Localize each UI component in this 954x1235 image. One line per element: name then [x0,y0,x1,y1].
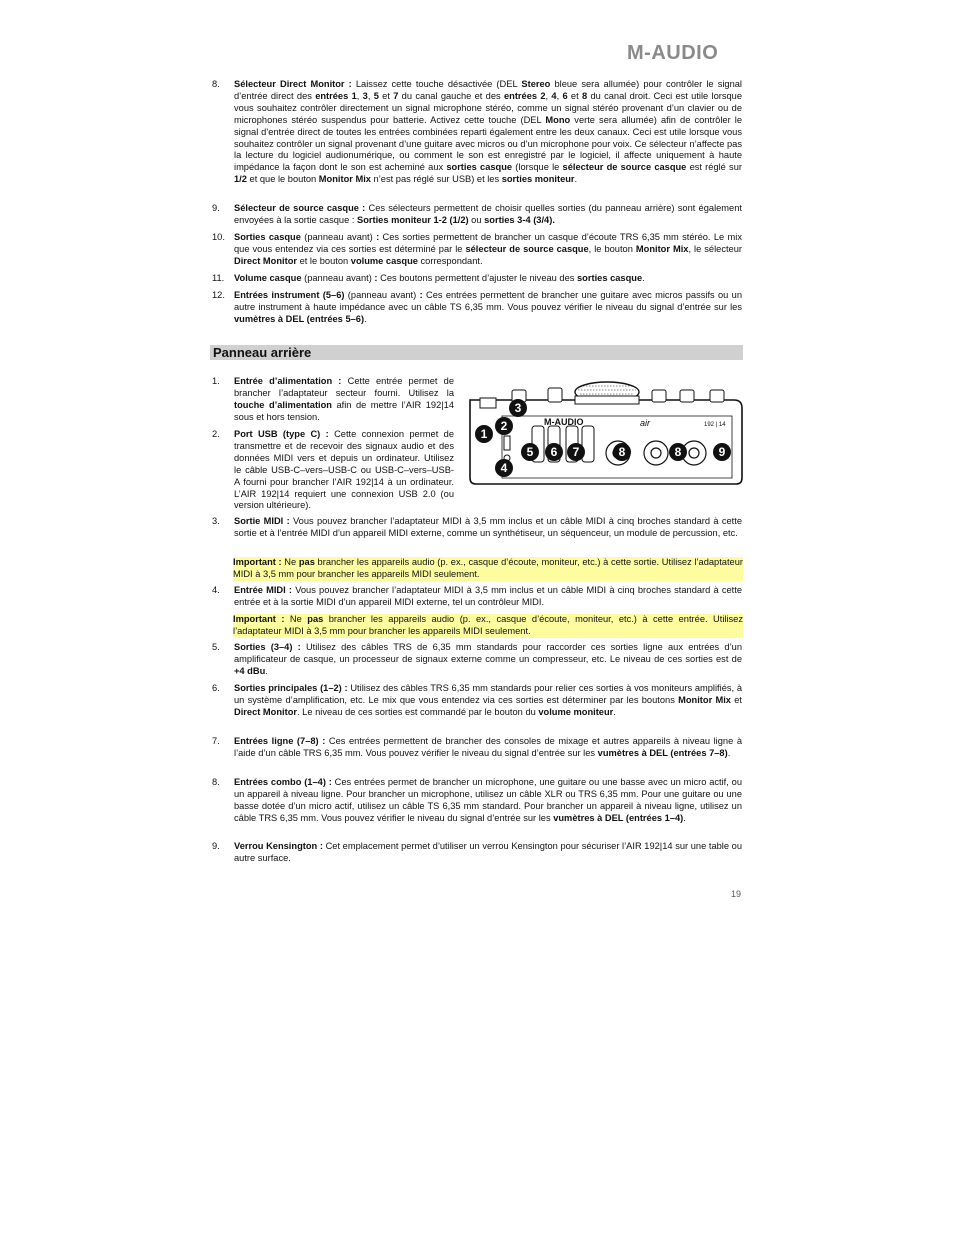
item-top-8 [212,79,742,186]
brand-logo [627,40,745,64]
item-text: Sortie MIDI : Vous pouvez brancher l’adaptateur MIDI à 3,5 mm inclus et un câble MIDI à cinq broches standard à cette sortie et à l’entrée MIDI d’un appareil MIDI externe, comme un synthétiseur, un séquenceur, un module de percussion, etc. [234,516,742,538]
item-number: 8. [212,79,220,89]
item-rear-5 [212,642,742,678]
item-text: Sélecteur de source casque : Ces sélecteurs permettent de choisir quelles sorties (du panneau arrière) sont également envoyées à la sortie casque : Sorties moniteur 1-2 (1/2) ou sorties 3-4 (3/4). [234,203,742,225]
item-top-12 [212,290,742,326]
callout-3 [509,399,527,417]
section-header [210,345,743,360]
callout-7 [567,443,585,461]
big-volume-knob [575,382,639,404]
item-number: 5. [212,642,220,652]
item-text: Volume casque (panneau avant) : Ces boutons permettent d’ajuster le niveau des sorties casque. [234,273,645,283]
item-text: Entrée d’alimentation : Cette entrée permet de brancher l’adaptateur secteur fourni. Utilisez la touche d’alimentation afin de mettre l’AIR 192|14 sous et hors tension. [234,376,454,422]
item-rear-6 [212,683,742,719]
brand-logo-text: M-AUDIO [627,42,719,64]
callout-8a [613,443,631,461]
item-number: 9. [212,203,220,213]
item-number: 12. [212,290,225,300]
item-text: Entrées instrument (5–6) (panneau avant) : Ces entrées permettent de brancher une guitare avec micros passifs ou un autre instrument à haute impédance avec un câble TS 6,35 mm. Vous pouvez vérifier le niveau du signal d’entrée sur les vumètres à DEL (entrées 5–6). [234,290,742,324]
item-text: Entrées ligne (7–8) : Ces entrées permettent de brancher des consoles de mixage et autres appareils à niveau ligne à l’aide d’un câble TRS 6,35 mm. Vous pouvez vérifier le niveau du signal d’entrée sur les vumètres à DEL (entrées 7–8). [234,736,742,758]
item-text: Sorties principales (1–2) : Utilisez des câbles TRS 6,35 mm standards pour relier ces sorties à vos moniteurs amplifiés, à un système d’amplification, etc. Le mix que vous entendez via ces sorties est déterminer par les boutons Monitor Mix et Direct Monitor. Le niveau de ces sorties est commandé par le bouton du volume moniteur. [234,683,742,717]
item-text: Port USB (type C) : Cette connexion permet de transmettre et de recevoir des signaux audio et des données MIDI vers et depuis un ordinateur. Utilisez le câble USB-C–vers–USB-C ou USB-C–vers–USB-A fourni pour brancher l’AIR 192|14 à un ordinateur. L’AIR 192|14 requiert une connexion USB 2.0 (ou version ultérieure). [234,429,454,511]
diagram-model: 192 | 14 [704,422,726,428]
item-text: Sorties (3–4) : Utilisez des câbles TRS de 6,35 mm standards pour raccorder ces sorties ligne aux entrées d’un amplificateur de casque, un processeur de signaux externe comme un compresseur, etc. Le niveau de ces sorties est de +4 dBu. [234,642,742,676]
callout-1 [475,425,493,443]
svg-text:8: 8 [674,445,682,459]
item-number: 7. [212,736,220,746]
callout-5 [521,443,539,461]
item-text: Sélecteur Direct Monitor : Laissez cette touche désactivée (DEL Stereo bleue sera allumée) pour contrôler le signal d’entrée direct des entrées 1, 3, 5 et 7 du canal gauche et des entrées 2, 4, 6 et 8 du canal droit. Ceci est utile lorsque vous souhaitez contrôler directement un signal microphone stéréo, comme un signal stéréo provenant d’un clavier ou de microphones stéréo suspendus pour batterie. Activez cette touche (DEL Mono verte sera allumée) afin de contrôler le signal d’entrée direct de toutes les entrées combinées reparti également entre les deux canaux. Ceci est utile lorsque vous souhaitez contrôler un signal provenant d’une guitare avec micros ou d’un microphone pour voix. Ce sélecteur n’affecte pas la lecture du logiciel audionumérique, ou comment le son est enregistré par le logiciel, il affecte uniquement à haute impédance la façon dont le son est acheminé aux sorties casque (lorsque le sélecteur de source casque est réglé sur 1/2 et que le bouton Monitor Mix n’est pas réglé sur USB) et les sorties moniteur. [234,79,742,185]
callout-2 [495,417,513,435]
item-text: Entrées combo (1–4) : Ces entrées permet de brancher un microphone, une guitare ou une basse avec un micro actif, ou un appareil à niveau ligne. Pour brancher un microphone, utilisez un câble XLR ou TRS 6,35 mm. Pour une guitare ou une basse dotée d’un micro actif, utilisez un câble TS 6,35 mm standard. Pour brancher un appareil à niveau ligne, utilisez un câble TRS 6,35 mm. Vous pouvez vérifier le niveau du signal d’entrée sur les vumètres à DEL (entrées 1–4). [234,777,742,823]
svg-text:4: 4 [500,461,508,475]
diagram-brand: M-AUDIO [544,417,584,427]
item-rear-1 [212,376,454,424]
item-number: 2. [212,429,220,439]
item-rear-8 [212,777,742,825]
section-title: Panneau arrière [213,345,312,360]
svg-text:3: 3 [514,401,522,415]
item-top-9 [212,203,742,227]
diagram-product-logo: air [640,418,651,428]
note-midi-out: Important : Ne pas brancher les appareils audio (p. ex., casque d’écoute, moniteur, etc.) à cette sortie. Utilisez l’adaptateur MIDI à 3,5 mm pour brancher les appareils MIDI seulement. [233,557,743,579]
svg-text:2: 2 [500,419,508,433]
item-rear-2 [212,429,454,512]
usb-port [504,436,510,450]
svg-text:7: 7 [572,445,580,459]
rear-panel-diagram [462,378,744,496]
item-number: 6. [212,683,220,693]
item-text: Verrou Kensington : Cet emplacement permet d’utiliser un verrou Kensington pour sécuriser l’AIR 192|14 sur une table ou autre surface. [234,841,742,863]
item-number: 1. [212,376,220,386]
item-top-11 [212,273,742,285]
item-number: 9. [212,841,220,851]
item-rear-3 [212,516,742,540]
power-jack [480,398,496,408]
callout-6 [545,443,563,461]
item-text: Sorties casque (panneau avant) : Ces sorties permettent de brancher un casque d’écoute TRS 6,35 mm stéréo. Le mix que vous entendez via ces sorties est déterminé par le sélecteur de source casque, le bouton Monitor Mix, le sélecteur Direct Monitor et le bouton volume casque correspondant. [234,232,742,266]
item-rear-4 [212,585,742,609]
item-rear-9 [212,841,742,865]
item-number: 3. [212,516,220,526]
svg-text:6: 6 [550,445,558,459]
item-text: Entrée MIDI : Vous pouvez brancher l’adaptateur MIDI à 3,5 mm inclus et un câble MIDI à cinq broches standard à cette entrée et à la sortie MIDI d’un appareil MIDI externe, tel un contrôleur MIDI. [234,585,742,607]
item-number: 11. [212,273,225,283]
svg-text:9: 9 [718,445,726,459]
item-top-10 [212,232,742,268]
page-number: 19 [731,889,742,899]
svg-text:8: 8 [618,445,626,459]
callout-8b [669,443,687,461]
callout-9 [713,443,731,461]
item-number: 4. [212,585,220,595]
item-number: 8. [212,777,220,787]
item-number: 10. [212,232,225,242]
svg-text:1: 1 [480,427,488,441]
item-rear-7 [212,736,742,760]
note-midi-in: Important : Ne pas brancher les appareils audio (p. ex., casque d’écoute, moniteur, etc.) à cette entrée. Utilisez l’adaptateur MIDI à 3,5 mm pour brancher les appareils MIDI seulement. [233,614,743,636]
callout-4 [495,459,513,477]
svg-text:5: 5 [526,445,534,459]
